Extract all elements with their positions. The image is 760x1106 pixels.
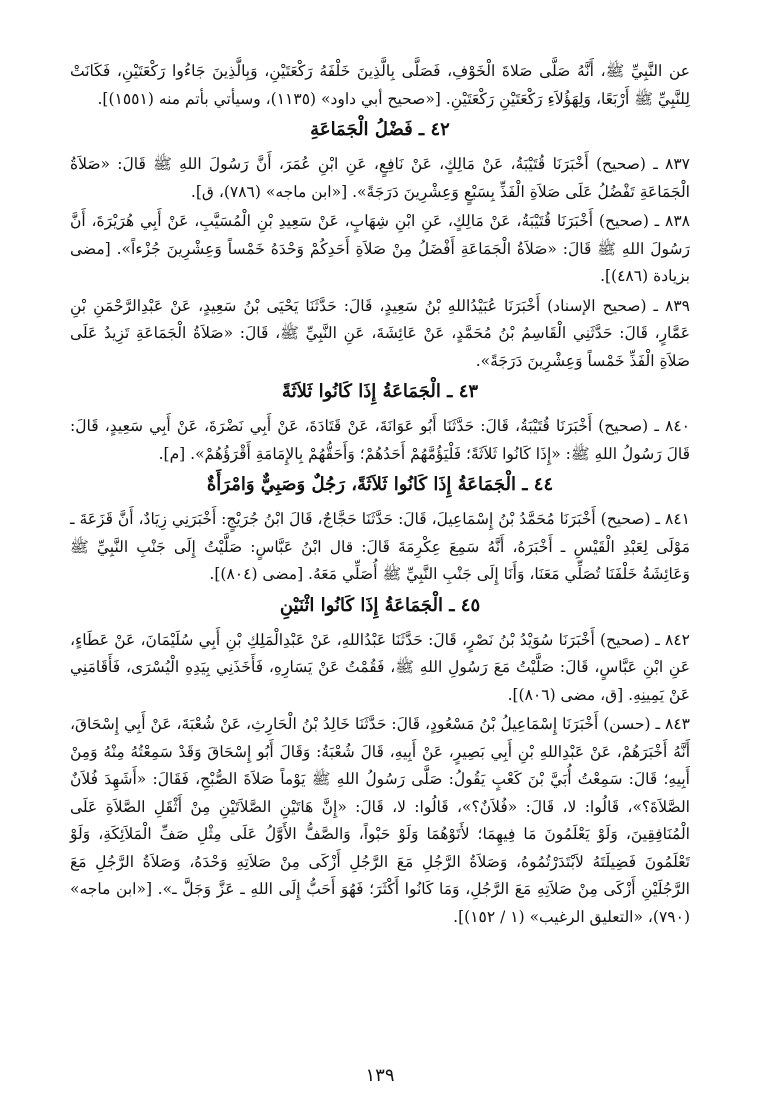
chapter-heading-44: ٤٤ ـ الْجَمَاعَةُ إِذَا كَانُوا ثَلاَثَةً، رَجُلٌ وَصَبِيٌّ وَامْرَأَةٌ xyxy=(206,474,554,495)
hadith-842: ٨٤٢ ـ (صحيح) أَخْبَرَنَا سُوَيْدُ بْنُ نَصْرٍ، قَالَ: حَدَّثَنَا عَبْدُاللهِ، عَنْ عَبْدِالْمَلِكِ بْنِ أَبِي سُلَيْمَانَ، عَنْ عَطَاءٍ، عَنِ ابْنِ عَبَّاسٍ، قَالَ: صَلَّيْتُ مَعَ رَسُولِ اللهِ ﷺ، فَقُمْتُ عَنْ يَسَارِهِ، فَأَخَذَنِي بِيَدِهِ الْيُسْرَى، فَأَقَامَنِي عَنْ يَمِينِهِ. [ق، مضى (٨٠٦)]. xyxy=(70,630,690,704)
hadith-841: ٨٤١ ـ (صحيح) أَخْبَرَنَا مُحَمَّدُ بْنُ إِسْمَاعِيلَ، قَالَ: حَدَّثَنَا حَجَّاجٌ، قَالَ ابْنُ جُرَيْجٍ: أَخْبَرَنِي زِيَادٌ، أَنَّ قَزَعَةَ ـ مَوْلَى لِعَبْدِ الْقَيْسِ ـ أَخْبَرَهُ، أَنَّهُ سَمِعَ عِكْرِمَةَ قَالَ: قال ابْنُ عَبَّاسٍ: صَلَّيْتُ إِلَى جَنْبِ النَّبِيِّ ﷺ وَعَائِشَةُ خَلْفَنَا تُصَلِّي مَعَنَا، وَأَنَا إِلَى جَنْبِ النَّبِيِّ ﷺ أُصَلِّي مَعَهُ. [مضى (٨٠٤)]. xyxy=(70,510,690,583)
hadith-838: ٨٣٨ ـ (صحيح) أَخْبَرَنَا قُتَيْبَةُ، عَنْ مَالِكٍ، عَنِ ابْنِ شِهَابٍ، عَنْ سَعِيدِ بْنِ الْمُسَيَّبِ، عَنْ أَبِي هُرَيْرَةَ، أَنَّ رَسُولَ اللهِ ﷺ قَالَ: «صَلاَةُ الْجَمَاعَةِ أَفْضَلُ مِنْ صَلاَةِ أَحَدِكُمْ وَحْدَهُ خَمْساً وَعِشْرِينَ جُزْءاً». [مضى بزيادة (٤٨٦)]. xyxy=(70,212,690,285)
hadith-843: ٨٤٣ ـ (حسن) أَخْبَرَنَا إِسْمَاعِيلُ بْنُ مَسْعُودٍ، قَالَ: حَدَّثَنَا خَالِدُ بْنُ الْحَارِثِ، عَنْ شُعْبَةَ، عَنْ أَبِي إِسْحَاقَ، أَنَّهُ أَخْبَرَهُمْ، عَنْ عَبْدِاللهِ بْنِ أَبِي بَصِيرٍ، عَنْ أَبِيهِ، قَالَ شُعْبَةُ: وَقَالَ أَبُو إِسْحَاقَ وَقَدْ سَمِعْتُهُ مِنْهُ وَمِنْ أَبِيهِ؛ قَالَ: سَمِعْتُ أُبَيَّ بْنَ كَعْبٍ يَقُولُ: صَلَّى رَسُولُ اللهِ ﷺ يَوْماً صَلاَةَ الصُّبْحِ، فَقَالَ: «أَشَهِدَ فُلاَنٌ الصَّلاَةَ؟»، قَالُوا: لا، قَالَ: «فُلاَنٌ؟»، قَالُوا: لا، قَالَ: «إِنَّ هَاتَيْنِ الصَّلاَتَيْنِ مِنْ أَثْقَلِ الصَّلاَةِ عَلَى الْمُنَافِقِينَ، وَلَوْ يَعْلَمُونَ مَا فِيهِمَا؛ لأَتَوْهُمَا وَلَوْ حَبْواً، وَالصَّفُّ الأَوَّلُ عَلَى مِثْلِ صَفِّ الْمَلاَئِكَةِ، وَلَوْ تَعْلَمُونَ فَضِيلَتَهُ لاَبْتَدَرْتُمُوهُ، وَصَلاَةُ الرَّجُلِ مَعَ الرَّجُلِ أَزْكَى مِنْ صَلاَتِهِ وَحْدَهُ، وَصَلاَةُ الرَّجُلِ مَعَ الرَّجُلَيْنِ أَزْكَى مِنْ صَلاَتِهِ مَعَ الرَّجُلِ، وَمَا كَانُوا أَكْثَرَ؛ فَهُوَ أَحَبُّ إِلَى اللهِ ـ عَزَّ وَجَلَّ ـ». [«ابن ماجه» (٧٩٠)، «التعليق الرغيب» (١ / ١٥٢)]. xyxy=(70,715,690,926)
hadith-837: ٨٣٧ ـ (صحيح) أَخْبَرَنَا قُتَيْبَةُ، عَنْ مَالِكٍ، عَنْ نَافِعٍ، عَنِ ابْنِ عُمَرَ، أَنَّ رَسُولَ اللهِ ﷺ قَالَ: «صَلاَةُ الْجَمَاعَةِ تَفْضُلُ عَلَى صَلاَةِ الْفَذِّ بِسَبْعٍ وَعِشْرِينَ دَرَجَةً». [«ابن ماجه» (٧٨٦)، ق]. xyxy=(70,155,690,201)
hadith-840: ٨٤٠ ـ (صحيح) أَخْبَرَنَا قُتَيْبَةُ، قَالَ: حَدَّثَنَا أَبُو عَوَانَةَ، عَنْ قَتَادَةَ، عَنْ أَبِي نَضْرَةَ، عَنْ أَبِي سَعِيدٍ، قَالَ: قَالَ رَسُولُ اللهِ ﷺ: «إِذَا كَانُوا ثَلاَثَةً؛ فَلْيَؤُمَّهُمْ أَحَدُهُمْ؛ وَأَحَقُّهُمْ بِالإِمَامَةِ أَقْرَؤُهُمْ». [م]. xyxy=(70,417,690,463)
page-number: ١٣٩ xyxy=(365,1065,395,1086)
chapter-heading-45: ٤٥ ـ الْجَمَاعَةُ إِذَا كَانُوا اثْنَيْنِ xyxy=(279,594,481,616)
page-body xyxy=(70,58,690,933)
chapter-heading-43: ٤٣ ـ الْجَمَاعَةُ إِذَا كَانُوا ثَلاَثَةً xyxy=(281,381,479,402)
paragraph-continuation: عن النَّبِيِّ ﷺ، أَنَّهُ صَلَّى صَلاةَ الْخَوْفِ، فَصَلَّى بِالَّذِينَ خَلْفَهُ رَكْعَتَيْنِ، وَبِالَّذِينَ جَاءُوا رَكْعَتَيْنِ، فَكَانَتْ لِلنَّبِيِّ ﷺ أَرْبَعًا، وَلِهَؤُلاَءِ رَكْعَتَيْنِ رَكْعَتَيْنِ. [«صحيح أبي داود» (١١٣٥)، وسيأتي بأتم منه (١٥٥١)]. xyxy=(70,62,690,108)
chapter-heading-42: ٤٢ ـ فَضْلُ الْجَمَاعَةِ xyxy=(310,119,450,140)
hadith-839: ٨٣٩ ـ (صحيح الإسناد) أَخْبَرَنَا عُبَيْدُاللهِ بْنُ سَعِيدٍ، قَالَ: حَدَّثَنَا يَحْيَى بْنُ سَعِيدٍ، عَنْ عَبْدِالرَّحْمَنِ بْنِ عَمَّارٍ، قَالَ: حَدَّثَنِي الْقَاسِمُ بْنُ مُحَمَّدٍ، عَنْ عَائِشَةَ، عَنِ النَّبِيِّ ﷺ، قَالَ: «صَلاَةُ الْجَمَاعَةِ تَزِيدُ عَلَى صَلاَةِ الْفَذِّ خَمْساً وَعِشْرِينَ دَرَجَةً». xyxy=(70,296,690,370)
